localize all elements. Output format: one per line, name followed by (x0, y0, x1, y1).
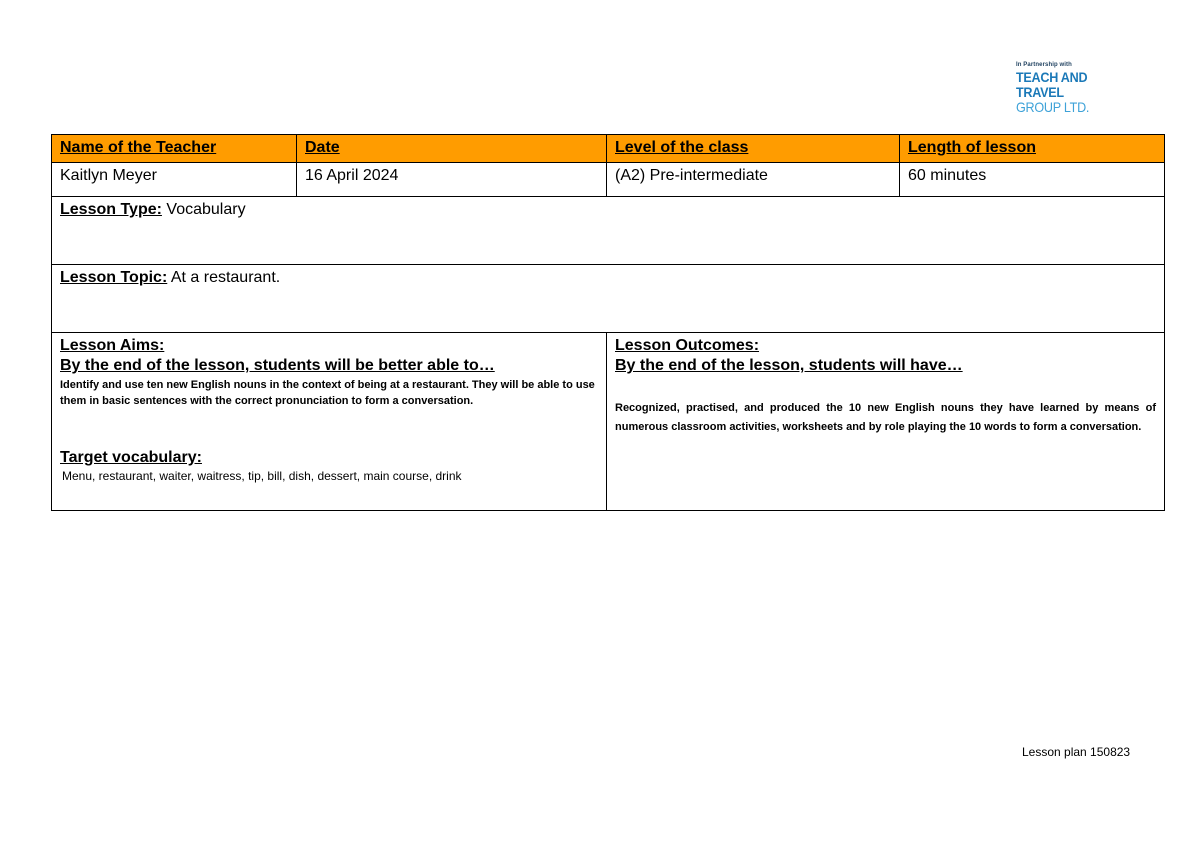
logo-line-1: TEACH AND TRAVEL (1016, 69, 1088, 100)
teacher-header: Name of the Teacher (52, 135, 297, 163)
date-header: Date (297, 135, 607, 163)
logo-line-2: GROUP LTD. (1016, 99, 1090, 115)
lesson-outcomes-text: Recognized, practised, and produced the 10 new English nouns they have learned by means of numerous classroom activities, worksheets and by role playing the 10 words to form a conversation. (615, 402, 1156, 433)
lesson-type-cell (52, 197, 1165, 265)
aims-outcomes-row (52, 333, 1165, 511)
lesson-topic-cell (52, 265, 1165, 333)
footer-text: Lesson plan 150823 (1022, 745, 1131, 759)
lesson-type-row (52, 197, 1165, 265)
lesson-plan-table (51, 134, 1165, 511)
level-header: Level of the class (607, 135, 900, 163)
teacher-value: Kaitlyn Meyer (52, 163, 297, 197)
lesson-outcomes-cell (607, 333, 1165, 511)
lesson-type-value: Vocabulary (161, 201, 246, 218)
header-row (52, 135, 1165, 163)
lesson-aims-text: Identify and use ten new English nouns in the context of being at a restaurant. They will be able to use them in basic sentences with the correct pronunciation to form a conversation. (60, 379, 595, 407)
length-value: 60 minutes (900, 163, 1165, 197)
lesson-topic-label: Lesson Topic: (60, 269, 168, 286)
lesson-outcomes-subheading: By the end of the lesson, students will have… (615, 357, 963, 374)
logo-partnership-text: In Partnership with (1016, 62, 1072, 68)
target-vocabulary-label: Target vocabulary: (60, 449, 202, 466)
date-value: 16 April 2024 (297, 163, 607, 197)
lesson-outcomes-label: Lesson Outcomes: (615, 337, 760, 354)
length-header: Length of lesson (900, 135, 1165, 163)
level-value: (A2) Pre-intermediate (607, 163, 900, 197)
partner-logo (1016, 62, 1146, 114)
lesson-topic-value: At a restaurant. (167, 269, 281, 286)
lesson-topic-row (52, 265, 1165, 333)
lesson-aims-cell (52, 333, 607, 511)
lesson-aims-label: Lesson Aims: (60, 337, 165, 354)
target-vocabulary-list: Menu, restaurant, waiter, waitress, tip, bill, dish, dessert, main course, drink (62, 469, 462, 483)
lesson-aims-subheading: By the end of the lesson, students will be better able to… (60, 357, 495, 374)
lesson-type-label: Lesson Type: (60, 201, 162, 218)
values-row (52, 163, 1165, 197)
